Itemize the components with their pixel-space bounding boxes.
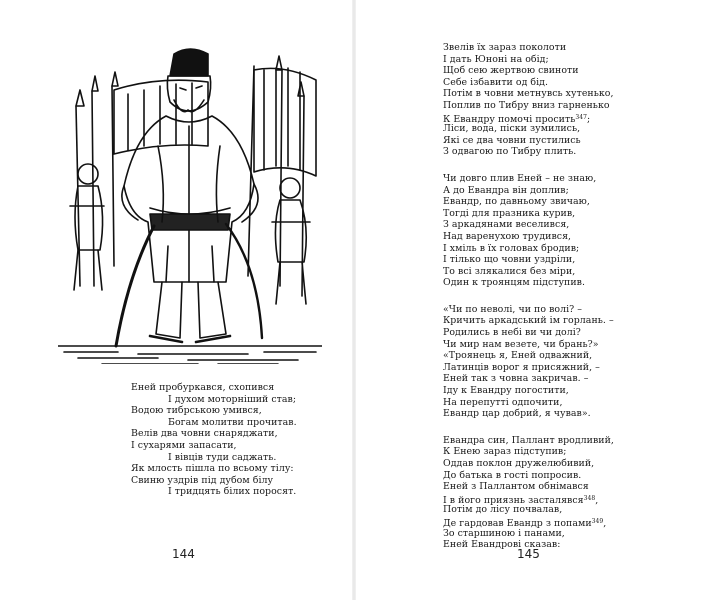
verse-line: Оддав поклон дружелюбивий,	[443, 458, 595, 469]
verse-line: «Чи по неволі, чи по волі? –	[443, 303, 582, 315]
verse-line: І вівців туди саджать.	[168, 451, 277, 463]
verse-line: К Енею зараз підступив;	[443, 446, 567, 458]
footnote-marker: 348	[583, 494, 596, 502]
verse-line: До батька в гості попросив.	[443, 469, 582, 481]
verse-line: Латинців ворог я присяжний, –	[443, 361, 600, 373]
verse-line: З аркадянами веселився,	[443, 219, 570, 231]
cossack-illustration	[58, 46, 322, 364]
verse-line: Чи мир нам везете, чи брань?»	[443, 338, 599, 350]
verse-line: То всі злякалися без міри,	[443, 265, 576, 277]
stanza-gap	[443, 420, 614, 435]
verse-line: Свиню уздрів під дубом білу	[131, 474, 274, 486]
verse-text: І в його приязнь засталявся	[443, 494, 584, 506]
page-number-right: 145	[517, 547, 540, 561]
verse-line: Евандр, по давньому звичаю,	[443, 196, 590, 208]
right-stanzas	[443, 42, 614, 551]
verse-line: Потім до лісу почвалав,	[443, 504, 563, 516]
verse-line: Себе ізбавити од бід.	[443, 76, 549, 88]
verse-line: Як млость пішла по всьому тілу:	[131, 463, 294, 475]
book-gutter	[352, 0, 356, 600]
verse-line: Де гардовав Евандр з попами$^{349}$,	[443, 517, 607, 529]
verse-line: Еней Евандрові сказав:	[443, 539, 561, 551]
verse-text: Де гардовав Евандр з попами	[443, 517, 592, 529]
verse-line: Чи довго плив Еней – не знаю,	[443, 172, 597, 184]
verse-line: І в його приязнь засталявся$^{348}$,	[443, 494, 599, 506]
verse-line: І сухарями запасати,	[131, 439, 237, 451]
verse-line: Зо старшиною і панами,	[443, 527, 565, 539]
verse-line: Ліси, вода, піски зумились,	[443, 123, 581, 135]
verse-line: Кричить аркадський ім горлань. –	[443, 315, 614, 327]
verse-line: Водою тибрською умився,	[131, 405, 262, 417]
stanza-gap	[443, 289, 614, 304]
verse-line: Родились в небі ви чи долі?	[443, 327, 581, 339]
verse-line: «Троянець я, Еней одважний,	[443, 350, 593, 362]
verse-line: Тогді для празника курив,	[443, 207, 576, 219]
verse-line: І хміль в їх головах бродив;	[443, 242, 580, 254]
verse-line: Евандр цар добрий, я чував».	[443, 408, 591, 420]
verse-line: Над варенухою трудився,	[443, 230, 572, 242]
verse-line: Еней пробуркався, схопився	[131, 382, 275, 393]
stanza-gap	[443, 158, 614, 173]
verse-line: Які се два човни пустились	[443, 134, 581, 146]
page-number-left: 144	[172, 547, 195, 561]
verse-line: К Евандру помочі просить$^{347}$;	[443, 113, 591, 125]
verse-line: Іду к Евандру погостити,	[443, 385, 569, 397]
verse-line: А до Евандра він доплив;	[443, 184, 569, 196]
verse-line: На перепутті одпочити,	[443, 396, 563, 408]
verse-line: Один к троянцям підступив.	[443, 277, 586, 289]
verse-line: Еней з Паллантом обнімався	[443, 481, 589, 493]
verse-line: Звелів їх зараз поколоти	[443, 42, 567, 53]
verse-line: І духом моторніший став;	[168, 393, 297, 405]
left-stanza	[131, 382, 297, 498]
footnote-marker: 349	[591, 517, 604, 525]
verse-text: К Евандру помочі просить	[443, 113, 576, 125]
verse-line: Потім в човни метнувсь хутенько,	[443, 88, 614, 100]
verse-line: Еней так з човна закричав. –	[443, 373, 589, 385]
verse-line: І тридцять білих поросят.	[168, 486, 297, 498]
verse-line: Евандра син, Паллант вродливий,	[443, 434, 614, 446]
footnote-marker: 347	[575, 113, 587, 121]
verse-line: І тілько що човни уздріли,	[443, 254, 576, 266]
verse-line: Богам молитви прочитав.	[168, 416, 297, 428]
verse-line: Велів два човни снаряджати,	[131, 428, 278, 440]
verse-line: З одвагою по Тибру плить.	[443, 146, 577, 158]
verse-line: Поплив по Тибру вниз гарненько	[443, 99, 610, 111]
verse-line: І дать Юноні на обід;	[443, 53, 549, 65]
verse-line: Щоб сею жертвою свиноти	[443, 65, 579, 77]
